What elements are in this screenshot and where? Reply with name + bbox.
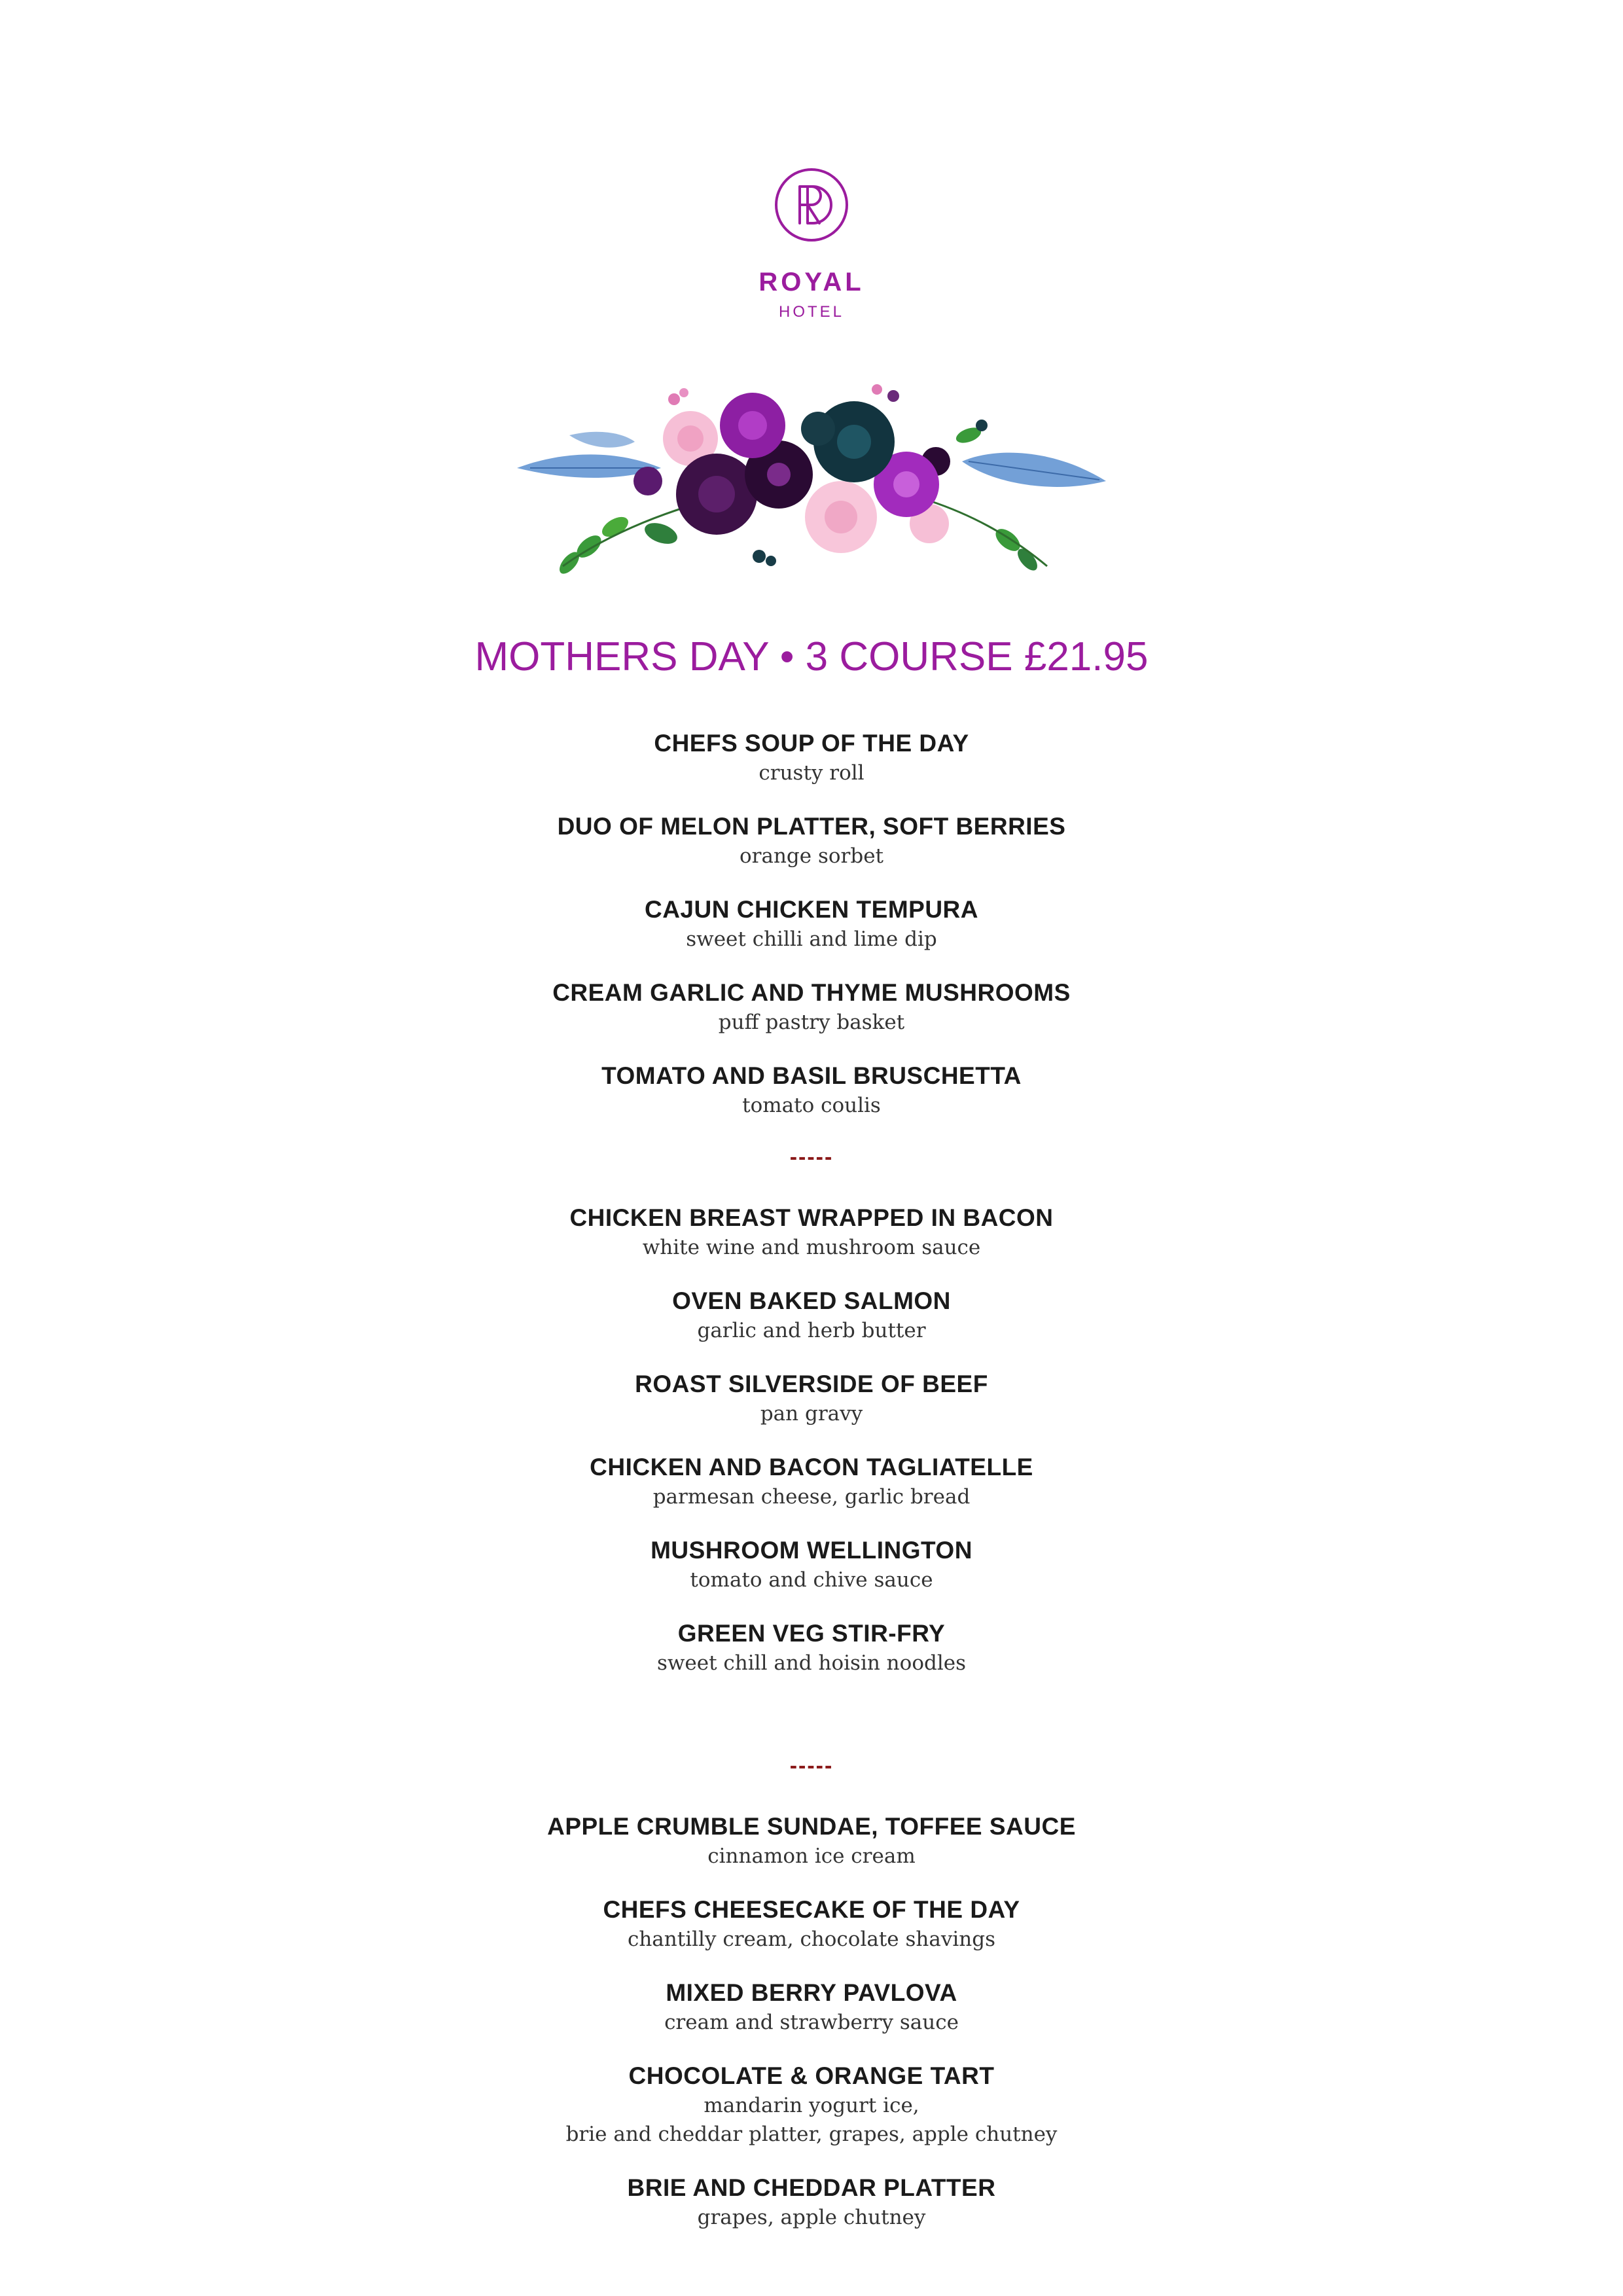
dish-item [0, 1061, 1623, 1120]
hotel-logo [0, 167, 1623, 321]
dish-description: crusty roll [758, 761, 865, 785]
dish-item [0, 812, 1623, 870]
dish-item [0, 895, 1623, 954]
dish-name: CHOCOLATE & ORANGE TART [628, 2062, 995, 2089]
dish-description: tomato and chive sauce [690, 1568, 933, 1592]
dish-item [0, 978, 1623, 1037]
dish-name: CHICKEN BREAST WRAPPED IN BACON [569, 1204, 1054, 1231]
dish-item [0, 1978, 1623, 2037]
menu-list [0, 728, 1623, 2256]
hotel-subname: HOTEL [778, 303, 844, 321]
dish-name: DUO OF MELON PLATTER, SOFT BERRIES [557, 813, 1066, 840]
dish-description: parmesan cheese, garlic bread [652, 1485, 971, 1509]
dish-description: mandarin yogurt ice, brie and cheddar platter, grapes, apple chutney [565, 2094, 1058, 2146]
dish-item [0, 728, 1623, 787]
dish-description: cinnamon ice cream [707, 1844, 916, 1868]
dish-item [0, 1203, 1623, 1262]
desserts-section [0, 1812, 1623, 2232]
dish-item [0, 1286, 1623, 1345]
dish-description: sweet chill and hoisin noodles [656, 1651, 966, 1675]
spacer [0, 1702, 1623, 1753]
dish-item [0, 2173, 1623, 2232]
hotel-name: ROYAL [758, 268, 865, 296]
dish-name: BRIE AND CHEDDAR PLATTER [627, 2174, 996, 2201]
dish-description: puff pastry basket [718, 1011, 905, 1034]
dish-name: MUSHROOM WELLINGTON [651, 1537, 972, 1564]
dish-name: CHEFS SOUP OF THE DAY [654, 730, 969, 757]
dish-item [0, 1619, 1623, 1677]
mains-section [0, 1203, 1623, 1677]
dish-item [0, 1535, 1623, 1594]
dish-name: CAJUN CHICKEN TEMPURA [644, 896, 979, 923]
dish-description: garlic and herb butter [697, 1319, 926, 1342]
dish-name: MIXED BERRY PAVLOVA [666, 1979, 957, 2006]
dish-item [0, 1369, 1623, 1428]
dish-item [0, 2061, 1623, 2149]
dish-name: APPLE CRUMBLE SUNDAE, TOFFEE SAUCE [547, 1813, 1076, 1840]
dish-name: TOMATO AND BASIL BRUSCHETTA [601, 1062, 1022, 1089]
monogram-icon [774, 167, 849, 243]
dish-item [0, 1812, 1623, 1871]
dish-description: sweet chilli and lime dip [686, 927, 937, 951]
dish-description: white wine and mushroom sauce [642, 1236, 981, 1259]
dish-name: OVEN BAKED SALMON [672, 1287, 951, 1314]
course-divider: ----- [789, 1753, 834, 1778]
dish-name: CREAM GARLIC AND THYME MUSHROOMS [552, 979, 1071, 1006]
course-divider: ----- [789, 1145, 834, 1170]
menu-title: MOTHERS DAY • 3 COURSE £21.95 [474, 634, 1149, 679]
dish-description: orange sorbet [739, 844, 883, 868]
dish-name: ROAST SILVERSIDE OF BEEF [635, 1371, 988, 1397]
floral-bouquet-icon [510, 370, 1113, 586]
dish-description: pan gravy [760, 1402, 863, 1426]
dish-name: GREEN VEG STIR-FRY [677, 1620, 946, 1647]
dish-name: CHEFS CHEESECAKE OF THE DAY [603, 1896, 1020, 1923]
dish-description: chantilly cream, chocolate shavings [627, 1928, 996, 1951]
dish-item [0, 1452, 1623, 1511]
dish-description: cream and strawberry sauce [664, 2011, 959, 2034]
dish-item [0, 1895, 1623, 1954]
starters-section [0, 728, 1623, 1120]
dish-description: tomato coulis [742, 1094, 881, 1117]
dish-description: grapes, apple chutney [697, 2206, 926, 2229]
dish-name: CHICKEN AND BACON TAGLIATELLE [590, 1454, 1033, 1480]
